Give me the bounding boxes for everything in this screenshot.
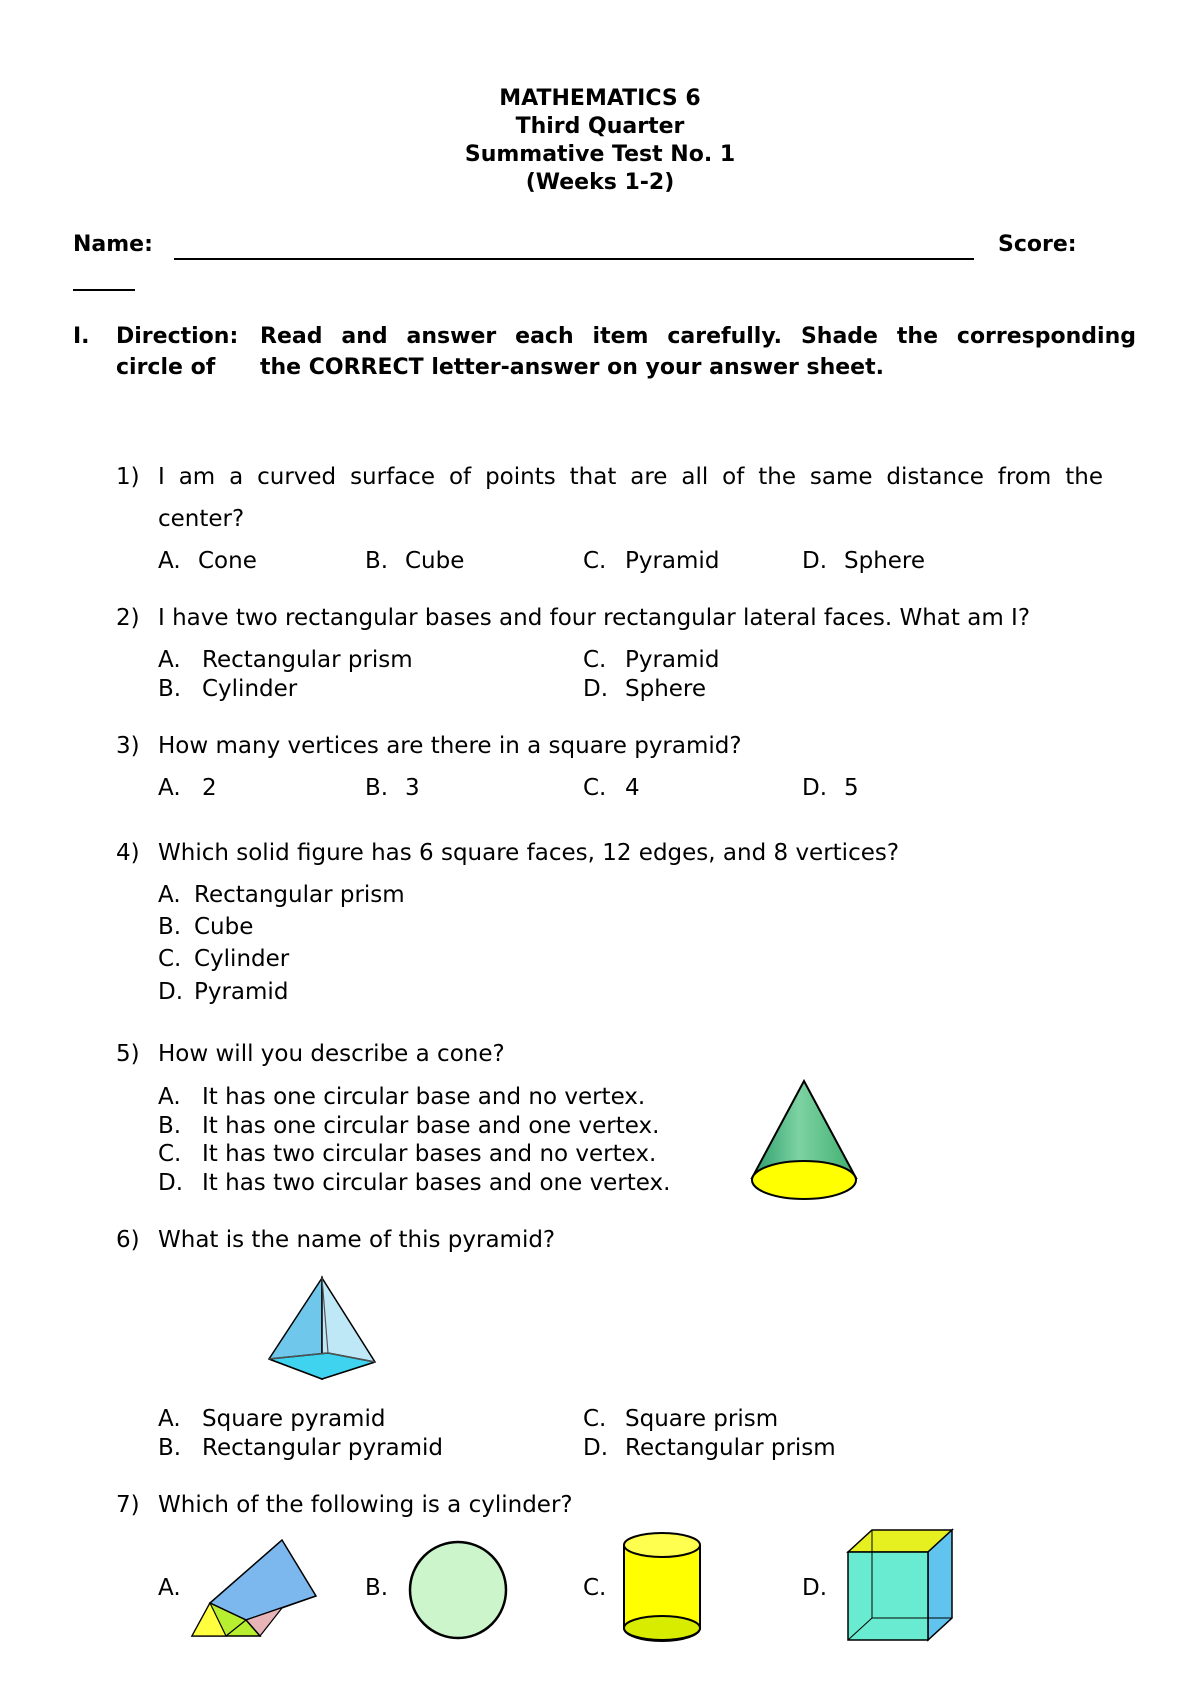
weeks-title: (Weeks 1-2) xyxy=(525,170,675,195)
choice-text[interactable]: 2 xyxy=(202,775,217,801)
choice-text[interactable]: 3 xyxy=(405,775,420,801)
choice-letter: C. xyxy=(583,647,607,673)
subject-title: MATHEMATICS 6 xyxy=(499,86,701,111)
choice-text[interactable]: Sphere xyxy=(625,676,707,702)
choice-letter: A. xyxy=(158,548,181,574)
choice-text[interactable]: Sphere xyxy=(844,548,926,574)
choice-text[interactable]: 4 xyxy=(625,775,640,801)
score-label: Score: xyxy=(998,232,1077,257)
choice-letter: D. xyxy=(802,1575,828,1601)
choice-letter: C. xyxy=(583,1406,607,1432)
choice-letter: C. xyxy=(583,1575,607,1601)
choice-letter: A. xyxy=(158,647,181,673)
choice-letter: D. xyxy=(158,979,184,1005)
question-text: How will you describe a cone? xyxy=(158,1041,505,1067)
choice-letter: C. xyxy=(583,548,607,574)
question-number: 7) xyxy=(116,1492,140,1518)
name-label: Name: xyxy=(73,232,153,257)
cube-figure[interactable] xyxy=(846,1528,954,1642)
square-pyramid-figure xyxy=(266,1275,378,1381)
question-number: 4) xyxy=(116,840,140,866)
choice-text[interactable]: Pyramid xyxy=(625,647,720,673)
triangular-prism-figure[interactable] xyxy=(190,1536,322,1642)
choice-letter: B. xyxy=(365,1575,389,1601)
choice-text[interactable]: Rectangular prism xyxy=(625,1435,836,1461)
question-text-cont: center? xyxy=(158,506,245,532)
direction-line2a: circle of xyxy=(116,355,216,380)
question-text: Which solid figure has 6 square faces, 12 edges, and 8 vertices? xyxy=(158,840,900,866)
question-number: 1) xyxy=(116,464,140,490)
choice-letter: A. xyxy=(158,882,181,908)
choice-text[interactable]: Cylinder xyxy=(202,676,298,702)
choice-text[interactable]: It has two circular bases and one vertex. xyxy=(202,1170,671,1196)
cone-figure xyxy=(748,1078,860,1204)
choice-letter: B. xyxy=(365,775,389,801)
choice-text[interactable]: Rectangular prism xyxy=(194,882,405,908)
choice-letter: B. xyxy=(158,914,182,940)
question-text: Which of the following is a cylinder? xyxy=(158,1492,573,1518)
choice-letter: C. xyxy=(158,946,182,972)
choice-letter: A. xyxy=(158,775,181,801)
question-number: 3) xyxy=(116,733,140,759)
choice-letter: B. xyxy=(365,548,389,574)
choice-letter: C. xyxy=(583,775,607,801)
name-field[interactable] xyxy=(174,258,974,260)
choice-letter: D. xyxy=(583,676,609,702)
choice-letter: B. xyxy=(158,1113,182,1139)
question-number: 6) xyxy=(116,1227,140,1253)
choice-text[interactable]: 5 xyxy=(844,775,859,801)
direction-line1: Read and answer each item carefully. Shade the corresponding xyxy=(260,324,1136,349)
choice-text[interactable]: It has one circular base and no vertex. xyxy=(202,1084,646,1110)
choice-letter: D. xyxy=(583,1435,609,1461)
question-text: I have two rectangular bases and four rectangular lateral faces. What am I? xyxy=(158,605,1031,631)
choice-letter: D. xyxy=(158,1170,184,1196)
question-text: I am a curved surface of points that are all of the same distance from the xyxy=(158,464,1103,490)
choice-letter: A. xyxy=(158,1575,181,1601)
question-number: 2) xyxy=(116,605,140,631)
choice-text[interactable]: It has one circular base and one vertex. xyxy=(202,1113,660,1139)
choice-letter: B. xyxy=(158,1435,182,1461)
choice-text[interactable]: Pyramid xyxy=(625,548,720,574)
choice-text[interactable]: Pyramid xyxy=(194,979,289,1005)
question-number: 5) xyxy=(116,1041,140,1067)
choice-text[interactable]: Square prism xyxy=(625,1406,779,1432)
choice-letter: D. xyxy=(802,548,828,574)
choice-letter: C. xyxy=(158,1141,182,1167)
direction-number: I. xyxy=(73,324,90,349)
cylinder-figure[interactable] xyxy=(620,1530,704,1646)
choice-text[interactable]: Cone xyxy=(198,548,257,574)
choice-text[interactable]: Cube xyxy=(194,914,254,940)
question-text: How many vertices are there in a square pyramid? xyxy=(158,733,742,759)
quarter-title: Third Quarter xyxy=(515,114,685,139)
choice-letter: D. xyxy=(802,775,828,801)
choice-text[interactable]: Rectangular pyramid xyxy=(202,1435,444,1461)
choice-text[interactable]: It has two circular bases and no vertex. xyxy=(202,1141,657,1167)
direction-label: Direction: xyxy=(116,324,239,349)
direction-line2b: the CORRECT letter-answer on your answer sheet. xyxy=(260,355,884,380)
choice-text[interactable]: Cylinder xyxy=(194,946,290,972)
choice-letter: A. xyxy=(158,1084,181,1110)
question-text: What is the name of this pyramid? xyxy=(158,1227,556,1253)
choice-text[interactable]: Rectangular prism xyxy=(202,647,413,673)
score-field[interactable] xyxy=(73,289,135,291)
choice-letter: A. xyxy=(158,1406,181,1432)
choice-text[interactable]: Cube xyxy=(405,548,465,574)
circle-figure[interactable] xyxy=(406,1538,510,1642)
choice-text[interactable]: Square pyramid xyxy=(202,1406,386,1432)
test-title: Summative Test No. 1 xyxy=(464,142,736,167)
choice-letter: B. xyxy=(158,676,182,702)
